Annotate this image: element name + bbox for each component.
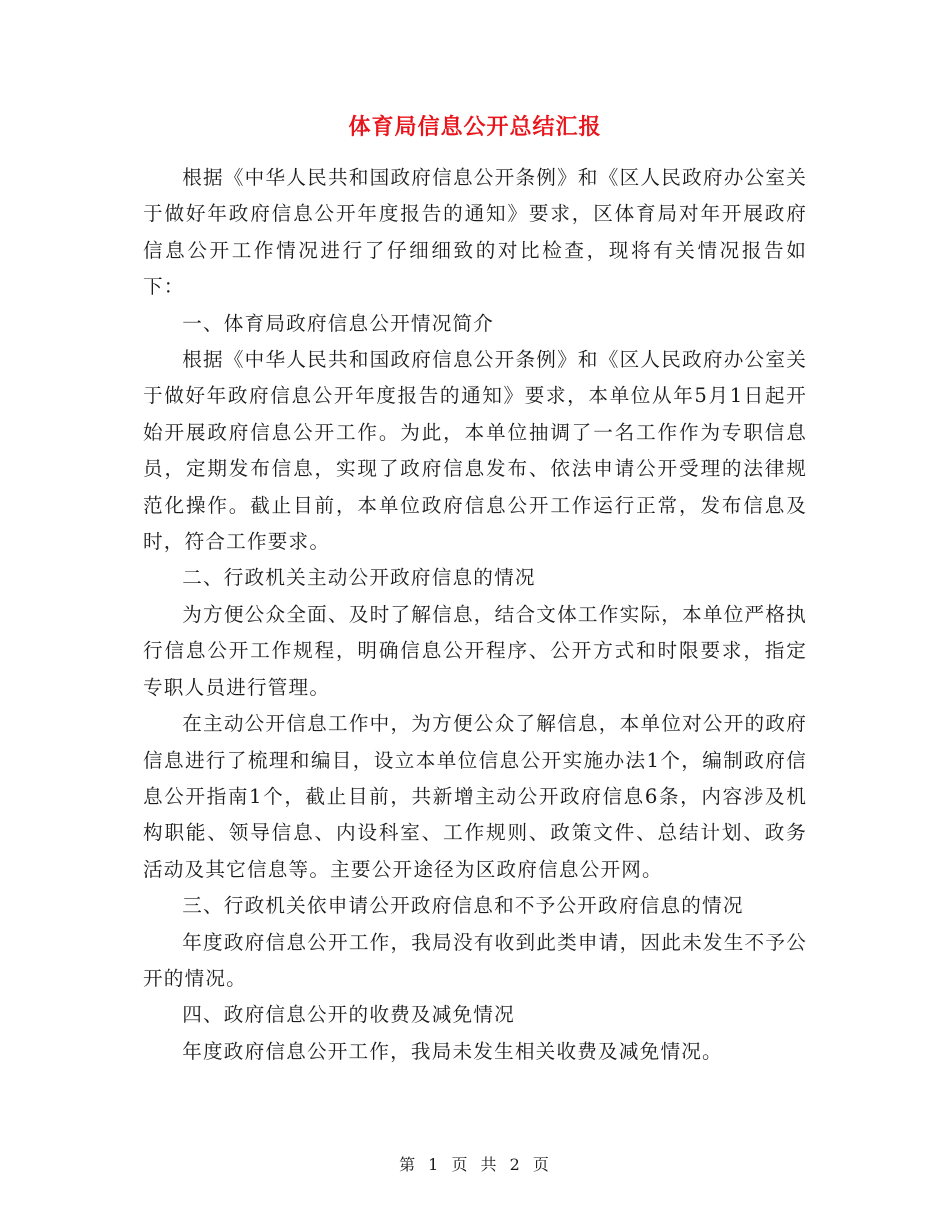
intro-paragraph: 根据《中华人民共和国政府信息公开条例》和《区人民政府办公室关于做好年政府信息公开年度报告的通知》要求，区体育局对年开展政府信息公开工作情况进行了仔细细致的对比检查，现将有关情况报告如下： — [143, 166, 807, 299]
section-2-paragraph-1: 为方便公众全面、及时了解信息，结合文体工作实际，本单位严格执行信息公开工作规程，明确信息公开程序、公开方式和时限要求，指定专职人员进行管理。 — [143, 602, 807, 699]
section-heading-2: 二、行政机关主动公开政府信息的情况 — [182, 566, 536, 590]
document-body — [143, 160, 807, 1070]
section-2-paragraph-2: 在主动公开信息工作中，为方便公众了解信息，本单位对公开的政府信息进行了梳理和编目，设立本单位信息公开实施办法1个，编制政府信息公开指南1个，截止目前，共新增主动公开政府信息6条，内容涉及机构职能、领导信息、内设科室、工作规则、政策文件、总结计划、政务活动及其它信息等。主要公开途径为区政府信息公开网。 — [143, 712, 807, 881]
section-heading-3: 三、行政机关依申请公开政府信息和不予公开政府信息的情况 — [182, 894, 744, 918]
page-number-footer: 第 1 页 共 2 页 — [399, 1155, 551, 1174]
section-heading-1: 一、体育局政府信息公开情况简介 — [182, 311, 495, 335]
section-heading-4: 四、政府信息公开的收费及减免情况 — [182, 1003, 515, 1027]
section-3-paragraph: 年度政府信息公开工作，我局没有收到此类申请，因此未发生不予公开的情况。 — [143, 930, 807, 990]
section-4-paragraph: 年度政府信息公开工作，我局未发生相关收费及减免情况。 — [182, 1039, 723, 1063]
document-title: 体育局信息公开总结汇报 — [348, 115, 602, 140]
section-1-paragraph: 根据《中华人民共和国政府信息公开条例》和《区人民政府办公室关于做好年政府信息公开年度报告的通知》要求，本单位从年5月1日起开始开展政府信息公开工作。为此，本单位抽调了一名工作作为专职信息员，定期发布信息，实现了政府信息发布、依法申请公开受理的法律规范化操作。截止目前，本单位政府信息公开工作运行正常，发布信息及时，符合工作要求。 — [143, 348, 807, 554]
